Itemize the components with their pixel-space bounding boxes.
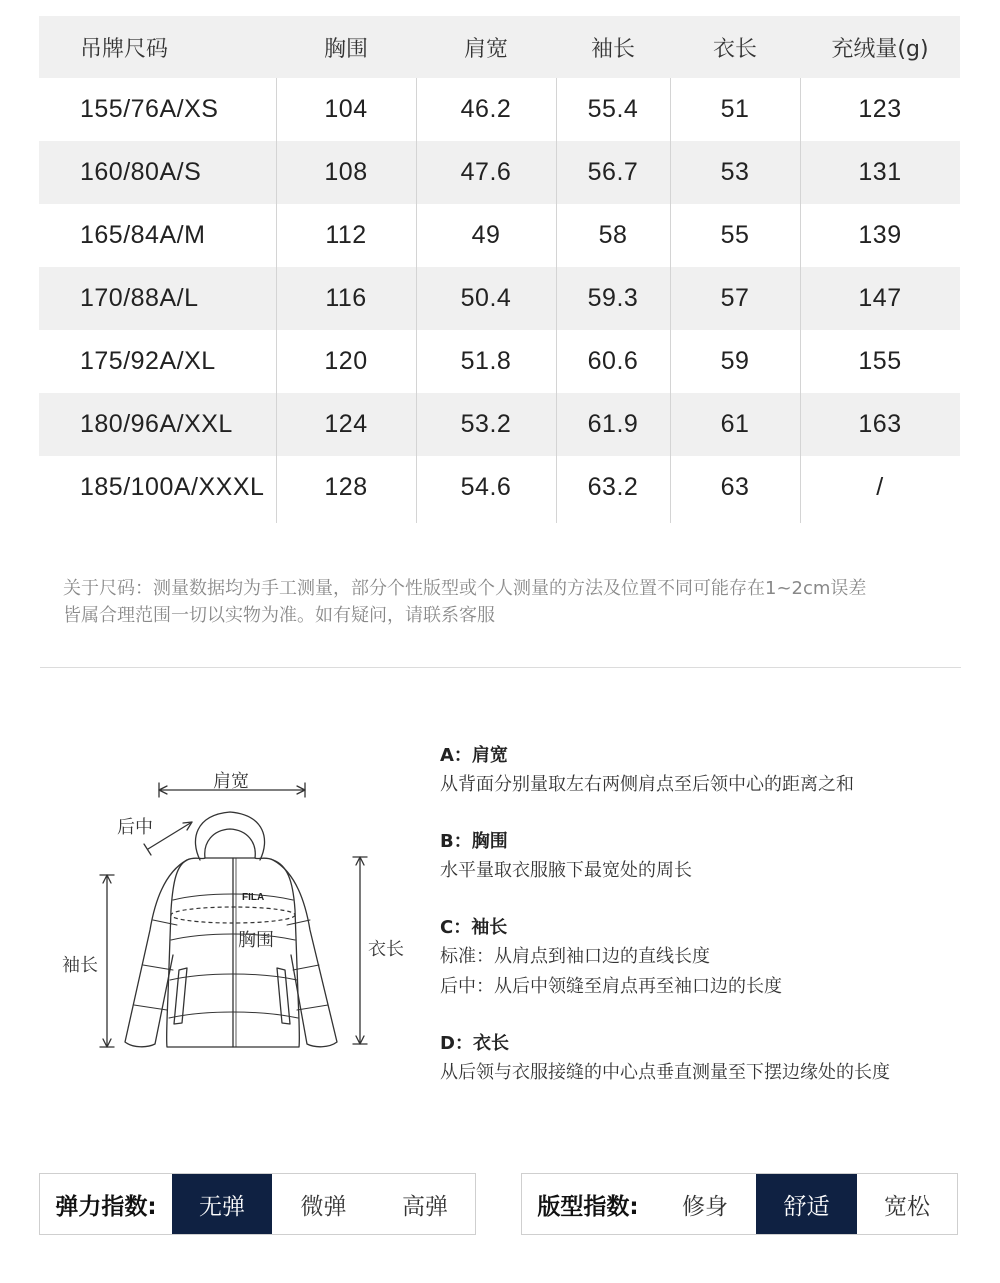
cell-chest: 104 xyxy=(324,95,368,123)
cell-down-fill: 123 xyxy=(858,95,902,123)
cell-sleeve: 60.6 xyxy=(587,347,639,375)
cell-sleeve: 61.9 xyxy=(587,410,639,438)
cell-length: 59 xyxy=(720,347,750,375)
size-note-line-2: 皆属合理范围一切以实物为准。如有疑问，请联系客服 xyxy=(63,605,495,626)
cell-shoulder: 46.2 xyxy=(460,95,512,123)
fit-option-comfort[interactable]: 舒适 xyxy=(756,1174,857,1234)
cell-length: 63 xyxy=(720,473,750,501)
header-chest: 胸围 xyxy=(323,36,368,62)
jacket-illustration xyxy=(55,760,425,1060)
header-shoulder: 肩宽 xyxy=(463,36,508,62)
cell-size: 170/88A/L xyxy=(80,284,199,312)
label-shoulder: 肩宽 xyxy=(213,771,249,792)
definition-text: 标准：从肩点到袖口边的直线长度 xyxy=(440,946,710,967)
column-divider xyxy=(556,78,557,523)
cell-size: 175/92A/XL xyxy=(80,347,216,375)
section-divider xyxy=(40,667,961,668)
header-down-fill: 充绒量(g) xyxy=(831,36,929,62)
fit-option-loose[interactable]: 宽松 xyxy=(884,1193,930,1220)
cell-length: 61 xyxy=(720,410,750,438)
elasticity-index xyxy=(39,1173,476,1235)
table-row xyxy=(39,267,960,330)
cell-down-fill: 131 xyxy=(858,158,902,186)
column-divider xyxy=(416,78,417,523)
cell-size: 185/100A/XXXL xyxy=(80,473,265,501)
cell-sleeve: 58 xyxy=(598,221,628,249)
cell-chest: 112 xyxy=(325,221,367,249)
definition-text: 从后领与衣服接缝的中心点垂直测量至下摆边缘处的长度 xyxy=(440,1062,890,1083)
definition-length xyxy=(440,1030,970,1088)
cell-chest: 108 xyxy=(324,158,368,186)
cell-shoulder: 53.2 xyxy=(460,410,512,438)
cell-sleeve: 59.3 xyxy=(587,284,639,312)
cell-shoulder: 54.6 xyxy=(460,473,512,501)
definition-text: 后中：从后中领缝至肩点再至袖口边的长度 xyxy=(440,976,782,997)
cell-chest: 124 xyxy=(324,410,368,438)
cell-length: 53 xyxy=(720,158,750,186)
table-row xyxy=(39,78,960,141)
header-size: 吊牌尺码 xyxy=(80,36,169,62)
definition-text: 水平量取衣服腋下最宽处的周长 xyxy=(440,860,692,881)
cell-size: 165/84A/M xyxy=(80,221,206,249)
size-table xyxy=(39,16,960,519)
size-note-line-1: 关于尺码：测量数据均为手工测量，部分个性版型或个人测量的方法及位置不同可能存在1~2cm误差 xyxy=(63,578,867,599)
cell-size: 155/76A/XS xyxy=(80,95,219,123)
table-header-row xyxy=(39,16,960,78)
table-row xyxy=(39,204,960,267)
definition-sleeve xyxy=(440,914,970,1002)
cell-length: 55 xyxy=(720,221,750,249)
measurement-definitions xyxy=(440,742,970,1116)
fit-label: 版型指数: xyxy=(537,1193,639,1220)
cell-size: 180/96A/XXL xyxy=(80,410,233,438)
cell-down-fill: / xyxy=(876,473,884,501)
cell-down-fill: 155 xyxy=(858,347,902,375)
definition-title: A：肩宽 xyxy=(440,745,508,766)
table-row xyxy=(39,456,960,519)
elasticity-option-none[interactable]: 无弹 xyxy=(172,1174,272,1234)
column-divider xyxy=(276,78,277,523)
cell-down-fill: 147 xyxy=(858,284,902,312)
size-note xyxy=(63,575,963,629)
cell-sleeve: 56.7 xyxy=(587,158,639,186)
fit-index xyxy=(521,1173,958,1235)
definition-title: B：胸围 xyxy=(440,831,508,852)
cell-size: 160/80A/S xyxy=(80,158,202,186)
cell-length: 57 xyxy=(720,284,750,312)
label-back-center: 后中 xyxy=(117,817,153,838)
table-row xyxy=(39,141,960,204)
measurement-diagram xyxy=(55,760,425,1060)
cell-chest: 116 xyxy=(325,284,367,312)
cell-down-fill: 163 xyxy=(858,410,902,438)
definition-chest xyxy=(440,828,970,886)
definition-shoulder xyxy=(440,742,970,800)
label-length: 衣长 xyxy=(368,939,404,960)
cell-shoulder: 50.4 xyxy=(460,284,512,312)
elasticity-option-slight[interactable]: 微弹 xyxy=(300,1193,347,1220)
cell-shoulder: 51.8 xyxy=(460,347,512,375)
column-divider xyxy=(800,78,801,523)
table-row xyxy=(39,330,960,393)
header-length: 衣长 xyxy=(712,36,757,62)
elasticity-label: 弹力指数: xyxy=(55,1193,157,1220)
cell-shoulder: 47.6 xyxy=(460,158,512,186)
cell-length: 51 xyxy=(720,95,750,123)
table-row xyxy=(39,393,960,456)
column-divider xyxy=(670,78,671,523)
header-sleeve: 袖长 xyxy=(590,36,635,62)
elasticity-option-high[interactable]: 高弹 xyxy=(402,1193,448,1220)
definition-text: 从背面分别量取左右两侧肩点至后领中心的距离之和 xyxy=(440,774,854,795)
fit-option-slim[interactable]: 修身 xyxy=(682,1193,728,1220)
cell-sleeve: 63.2 xyxy=(587,473,639,501)
definition-title: D：衣长 xyxy=(440,1033,509,1054)
cell-down-fill: 139 xyxy=(858,221,902,249)
cell-chest: 120 xyxy=(324,347,368,375)
cell-sleeve: 55.4 xyxy=(587,95,639,123)
definition-title: C：袖长 xyxy=(440,917,508,938)
fila-logo: FILA xyxy=(242,892,265,903)
cell-chest: 128 xyxy=(324,473,368,501)
cell-shoulder: 49 xyxy=(471,221,501,249)
label-sleeve: 袖长 xyxy=(62,955,98,976)
label-chest: 胸围 xyxy=(238,930,274,951)
